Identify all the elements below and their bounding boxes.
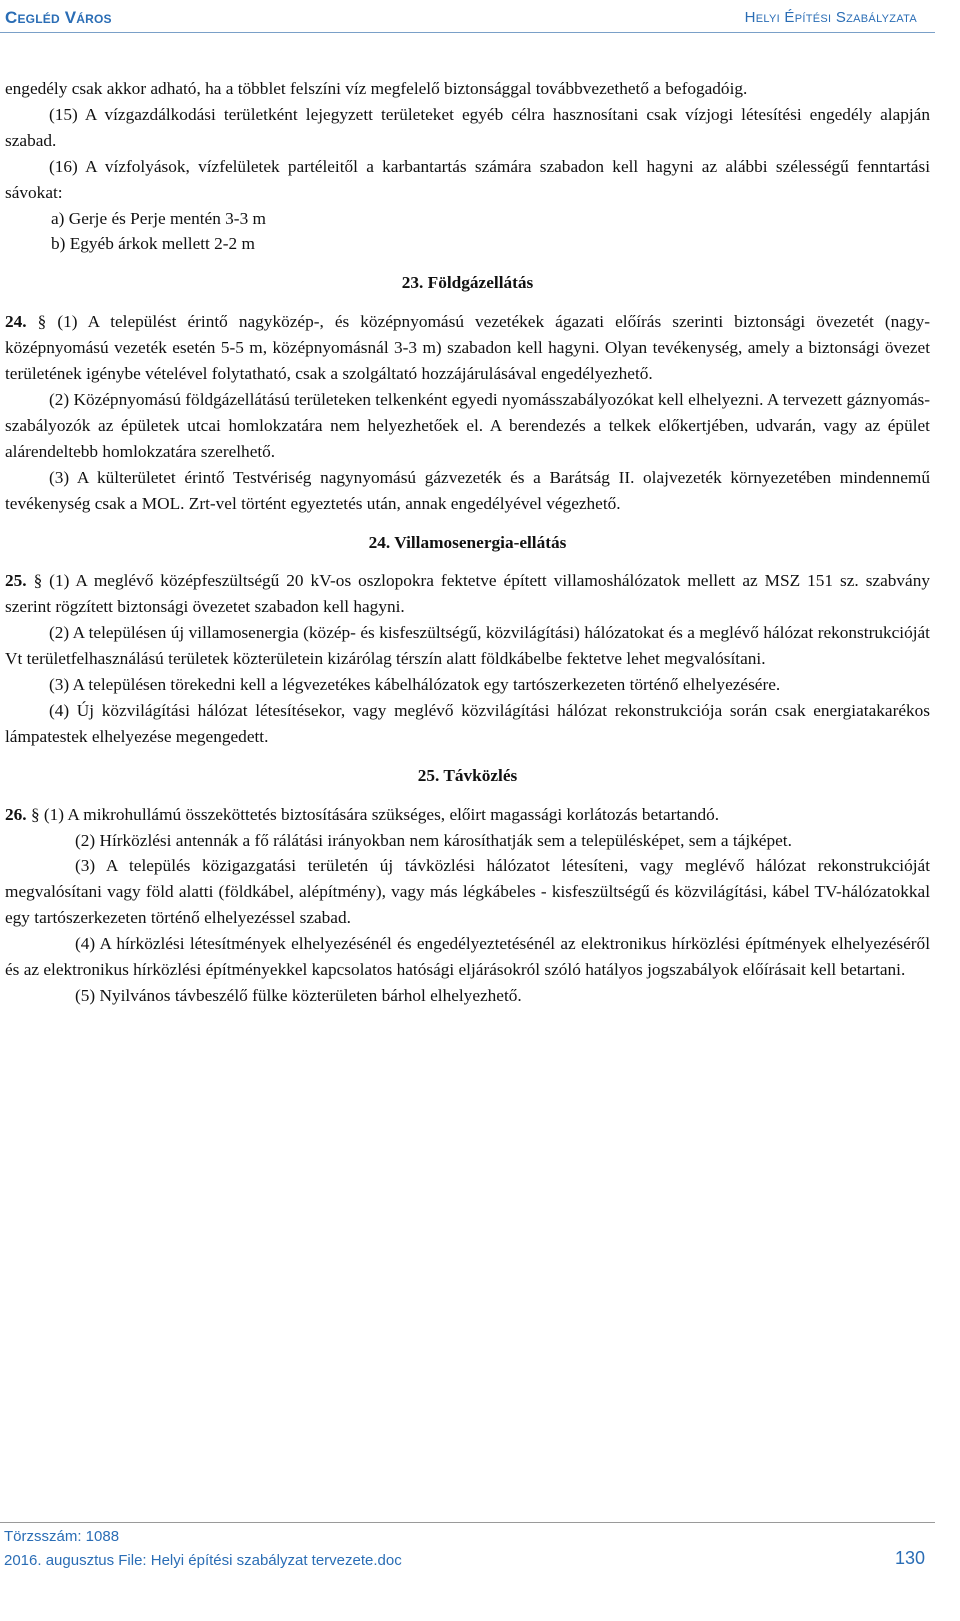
- section-heading: 23. Földgázellátás: [401, 273, 534, 293]
- section-number: 26.: [5, 804, 27, 824]
- footer-registry-number: Törzsszám: 1088: [4, 1528, 120, 1545]
- paragraph: (3) A településen törekedni kell a légvezetékes kábelhálózatok egy tartószerkezeten történő elhelyezésére.: [49, 675, 781, 695]
- paragraph: (2) Középnyomású földgázellátású területeken telkenként egyedi nyomásszabályozókat kell elhelyezni. A tervezett gáznyomás-szabályozók az épületek utcai homlokzatára nem helyezhetőek el. A berendezés a telkek előkertjében, udvarán, vagy az épület alárendeltebb homlokzatára szerelhető.: [5, 389, 931, 461]
- section-heading: 25. Távközlés: [417, 765, 518, 785]
- paragraph: (3) A település közigazgatási területén új távközlési hálózatot létesíteni, vagy meglévő hálózat rekonstrukcióját megvalósítani vagy föld alatti (földkábel, alépítmény), vagy más légkábeles - kisfeszültségű és közvilágítási, kábel TV-hálózatokkal egy tartószerkezeten történő elhelyezéssel szabad.: [5, 856, 930, 928]
- header-document-title: Helyi Építési Szabályzata: [744, 9, 917, 26]
- paragraph: (4) A hírközlési létesítmények elhelyezésénél és engedélyeztetésénél az elektronikus hírközlési építmények elhelyezéséről és az elektronikus hírközlési építményekkel kapcsolatos hatósági eljárásokról szóló hatályos jogszabályok előírásait kell betartani.: [5, 934, 930, 980]
- paragraph: (3) A külterületet érintő Testvériség nagynyomású gázvezeték és a Barátság II. olajvezeték környezetében mindennemű tevékenység csak a MOL. Zrt-vel történt egyeztetés után, annak engedélyével végezhető.: [5, 467, 930, 513]
- page-footer: [0, 1522, 935, 1569]
- paragraph: [5, 309, 930, 387]
- paragraph-text: § (1) A meglévő középfeszültségű 20 kV-os oszlopokra fektetve épített villamoshálózatok mellett az MSZ 151 sz. szabvány szerint rögzített biztonsági övezetet szabadon kell hagyni.: [5, 571, 930, 617]
- section-number: 25.: [5, 571, 27, 591]
- document-body: [5, 76, 930, 1009]
- paragraph-text: § (1) A települést érintő nagyközép-, és középnyomású vezetékek ágazati előírás szerinti biztonsági övezetét (nagy-középnyomású vezeték esetén 5-5 m, középnyomásnál 3-3 m) szabadon kell hagyni. Olyan tevékenység, amely a biztonsági övezet területének igénybe vételével folytatható, csak a szolgáltató hozzájárulásával engedélyezhető.: [5, 312, 930, 384]
- section-number: 24.: [5, 312, 27, 332]
- header-city-title: Cegléd Város: [5, 8, 112, 27]
- paragraph: (2) Hírközlési antennák a fő rálátási irányokban nem károsíthatják sem a településképet, sem a tájképet.: [75, 830, 792, 850]
- page-header: [0, 6, 935, 33]
- paragraph: (4) Új közvilágítási hálózat létesítésekor, vagy meglévő közvilágítási hálózat rekonstrukciója során csak energiatakarékos lámpatestek elhelyezése megengedett.: [5, 700, 930, 746]
- page-number: 130: [894, 1548, 925, 1568]
- paragraph: (5) Nyilvános távbeszélő fülke közterületen bárhol elhelyezhető.: [75, 986, 522, 1005]
- paragraph: [5, 568, 930, 620]
- list-item: a) Gerje és Perje mentén 3-3 m: [51, 208, 266, 228]
- paragraph: [5, 802, 930, 828]
- paragraph: (2) A településen új villamosenergia (közép- és kisfeszültségű, közvilágítási) hálózatokat és a meglévő hálózat rekonstrukcióját Vt területfelhasználású területek közterületein kizárólag térszín alatt földkábelbe fektetve lehet megvalósítani.: [5, 623, 930, 669]
- footer-file-info: 2016. augusztus File: Helyi építési szabályzat tervezete.doc: [4, 1552, 402, 1569]
- paragraph-text: § (1) A mikrohullámú összeköttetés biztosítására szükséges, előirt magassági korlátozás betartandó.: [30, 804, 720, 824]
- paragraph: (15) A vízgazdálkodási területként lejegyzett területeket egyéb célra hasznosítani csak vízjogi létesítési engedély alapján szabad.: [5, 104, 930, 150]
- list-item: b) Egyéb árkok mellett 2-2 m: [51, 234, 255, 254]
- paragraph: engedély csak akkor adható, ha a többlet felszíni víz megfelelő biztonsággal továbbvezethető a befogadóig.: [5, 79, 748, 98]
- paragraph: (16) A vízfolyások, vízfelületek partéleitől a karbantartás számára szabadon kell hagyni az alábbi szélességű fenntartási sávokat:: [5, 156, 930, 202]
- section-heading: 24. Villamosenergia-ellátás: [368, 532, 567, 552]
